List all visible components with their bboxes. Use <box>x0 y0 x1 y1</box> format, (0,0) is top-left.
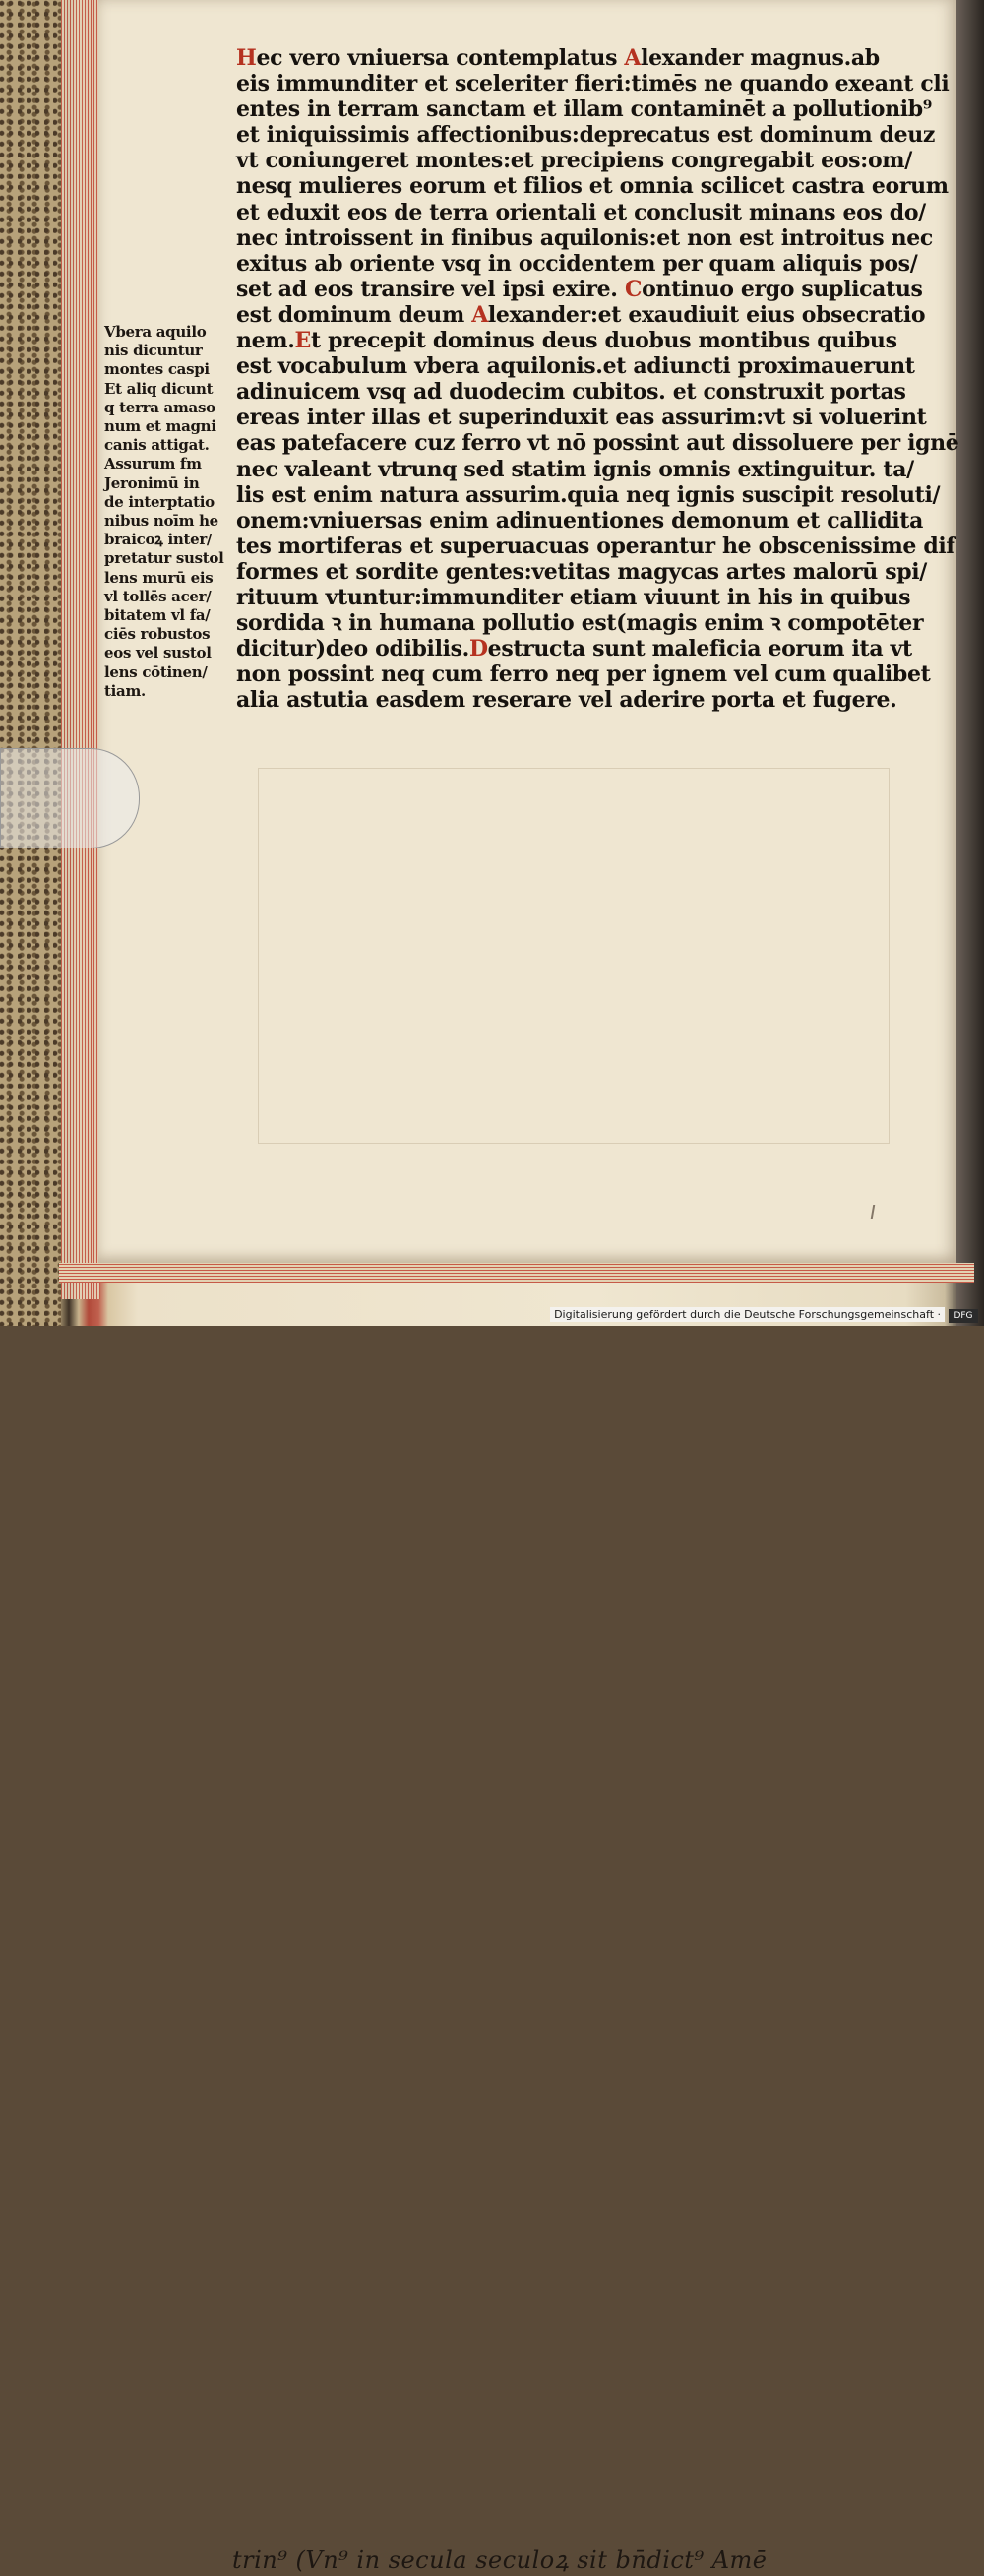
text-line-content: nec valeant vtrunq sed statim ignis omnis extinguitur. ta/ <box>236 456 914 482</box>
dfg-logo-icon: DFG <box>949 1309 978 1323</box>
text-line <box>236 533 955 559</box>
marginal-line: canis attigat. <box>104 436 210 455</box>
text-line <box>236 405 927 431</box>
main-text-block <box>236 45 959 714</box>
text-line-content: nem.Et precepit dominus deus duobus montibus quibus <box>236 328 897 354</box>
text-line-content: exitus ab oriente vsq in occidentem per quam aliquis pos/ <box>236 250 918 277</box>
marginal-line: nibus noīm he <box>104 512 218 531</box>
text-line-content: onem:vniuersas enim adinuentiones demonum et callidita <box>236 507 924 534</box>
text-line-content: lis est enim natura assurim.quia neq ignis suscipit resoluti/ <box>236 481 941 508</box>
marginal-line: Vbera aquilo <box>104 323 207 341</box>
book-spine-shadow <box>956 0 984 1326</box>
marginal-line: Assurum fm <box>104 455 202 473</box>
text-line <box>236 148 912 174</box>
text-line <box>236 481 941 508</box>
text-line-content: tes mortiferas et superuacuas operantur he obscenissime dif <box>236 533 955 559</box>
text-line-content: eas patefacere cuz ferro vt nō possint aut dissoluere per ignē <box>236 430 959 457</box>
text-line-content: est vocabulum vbera aquilonis.et adiuncti proximauerunt <box>236 353 915 380</box>
text-line <box>236 199 926 225</box>
text-line-content: rituum vtuntur:immunditer etiam viuunt in his in quibus <box>236 584 911 610</box>
text-line-content: non possint neq cum ferro neq per ignem vel cum qualibet <box>236 661 931 688</box>
text-line <box>236 353 915 380</box>
text-line <box>236 456 914 482</box>
rubricated-initial: H <box>236 45 257 71</box>
marginal-line: ciēs robustos <box>104 625 211 644</box>
text-line-content: formes et sordite gentes:vetitas magycas artes malorū spi/ <box>236 558 927 585</box>
page-stack-edge <box>61 0 100 1299</box>
text-line-content: vt coniungeret montes:et precipiens congregabit eos:om/ <box>236 148 912 174</box>
text-line <box>236 71 950 97</box>
text-line-content: alia astutia easdem reserare vel aderire porta et fugere. <box>236 687 897 714</box>
text-line-content: adinuicem vsq ad duodecim cubitos. et construxit portas <box>236 379 906 406</box>
page-clip <box>0 748 140 848</box>
marginal-note <box>104 323 228 701</box>
marginal-line: lens murū eis <box>104 568 214 587</box>
marginal-line: nis dicuntur <box>104 342 203 360</box>
text-line <box>236 507 924 534</box>
text-line <box>236 610 924 637</box>
marginal-line: eos vel sustol <box>104 644 212 662</box>
marginal-line: tiam. <box>104 681 146 700</box>
marginal-line: Et aliq dicunt <box>104 379 214 398</box>
marginal-line: q terra amaso <box>104 398 215 416</box>
text-line-content: ereas inter illas et superinduxit eas assurim:vt si voluerint <box>236 405 927 431</box>
marginal-line: bitatem vl fa/ <box>104 606 211 625</box>
text-line <box>236 173 949 200</box>
text-line-content: set ad eos transire vel ipsi exire. Continuo ergo suplicatus <box>236 276 923 302</box>
text-line <box>236 250 918 277</box>
marginal-line: pretatur sustol <box>104 549 224 568</box>
marginal-line: Jeronimū in <box>104 473 200 492</box>
text-line <box>236 122 936 149</box>
text-line-content: et iniquissimis affectionibus:deprecatus est dominum deuz <box>236 122 936 149</box>
text-line <box>236 558 927 585</box>
text-line <box>236 636 912 662</box>
text-line <box>236 276 923 302</box>
marginal-line: lens cōtinen/ <box>104 662 208 681</box>
marginal-line: braicoꝝ inter/ <box>104 531 213 549</box>
text-line-content: sordida ꝛ in humana pollutio est(magis enim ꝛ compotēter <box>236 610 924 637</box>
marginal-line: de interptatio <box>104 492 215 511</box>
text-line <box>236 96 933 123</box>
text-line <box>236 430 959 457</box>
text-line-content: ec vero vniuersa contemplatus Alexander magnus.ab <box>256 45 880 71</box>
text-line <box>236 687 897 714</box>
dfg-credit: Digitalisierung gefördert durch die Deutsche Forschungsgemeinschaft · <box>550 1307 945 1322</box>
text-line <box>236 584 911 610</box>
text-line <box>236 661 931 688</box>
marginal-line: num et magni <box>104 417 216 436</box>
text-line <box>236 379 906 406</box>
text-line-content: dicitur)deo odibilis.Destructa sunt maleficia eorum ita vt <box>236 636 912 662</box>
show-through-frame <box>258 768 890 1144</box>
text-line <box>236 301 926 328</box>
text-line <box>236 328 897 354</box>
text-line-content: entes in terram sanctam et illam contaminēt a pollutionib⁹ <box>236 96 933 123</box>
text-line-content: nec introissent in finibus aquilonis:et non est introitus nec <box>236 224 933 251</box>
text-line <box>236 45 882 71</box>
text-line-content: eis immunditer et sceleriter fieri:timēs ne quando exeant cli <box>236 71 950 97</box>
book-cover-edge <box>0 0 61 1326</box>
marginal-line: vl tollēs acer/ <box>104 587 212 605</box>
text-line-content: nesq mulieres eorum et filios et omnia scilicet castra eorum <box>236 173 949 200</box>
text-line-content: est dominum deum Alexander:et exaudiuit eius obsecratio <box>236 301 926 328</box>
marginal-line: montes caspi <box>104 360 210 379</box>
text-line <box>236 224 933 251</box>
text-line-content: et eduxit eos de terra orientali et conclusit minans eos do/ <box>236 199 926 225</box>
catchline: trin⁹ (Vn⁹ in secula seculoꝝ sit bn̄dict⁹ Amē <box>232 2546 768 2574</box>
